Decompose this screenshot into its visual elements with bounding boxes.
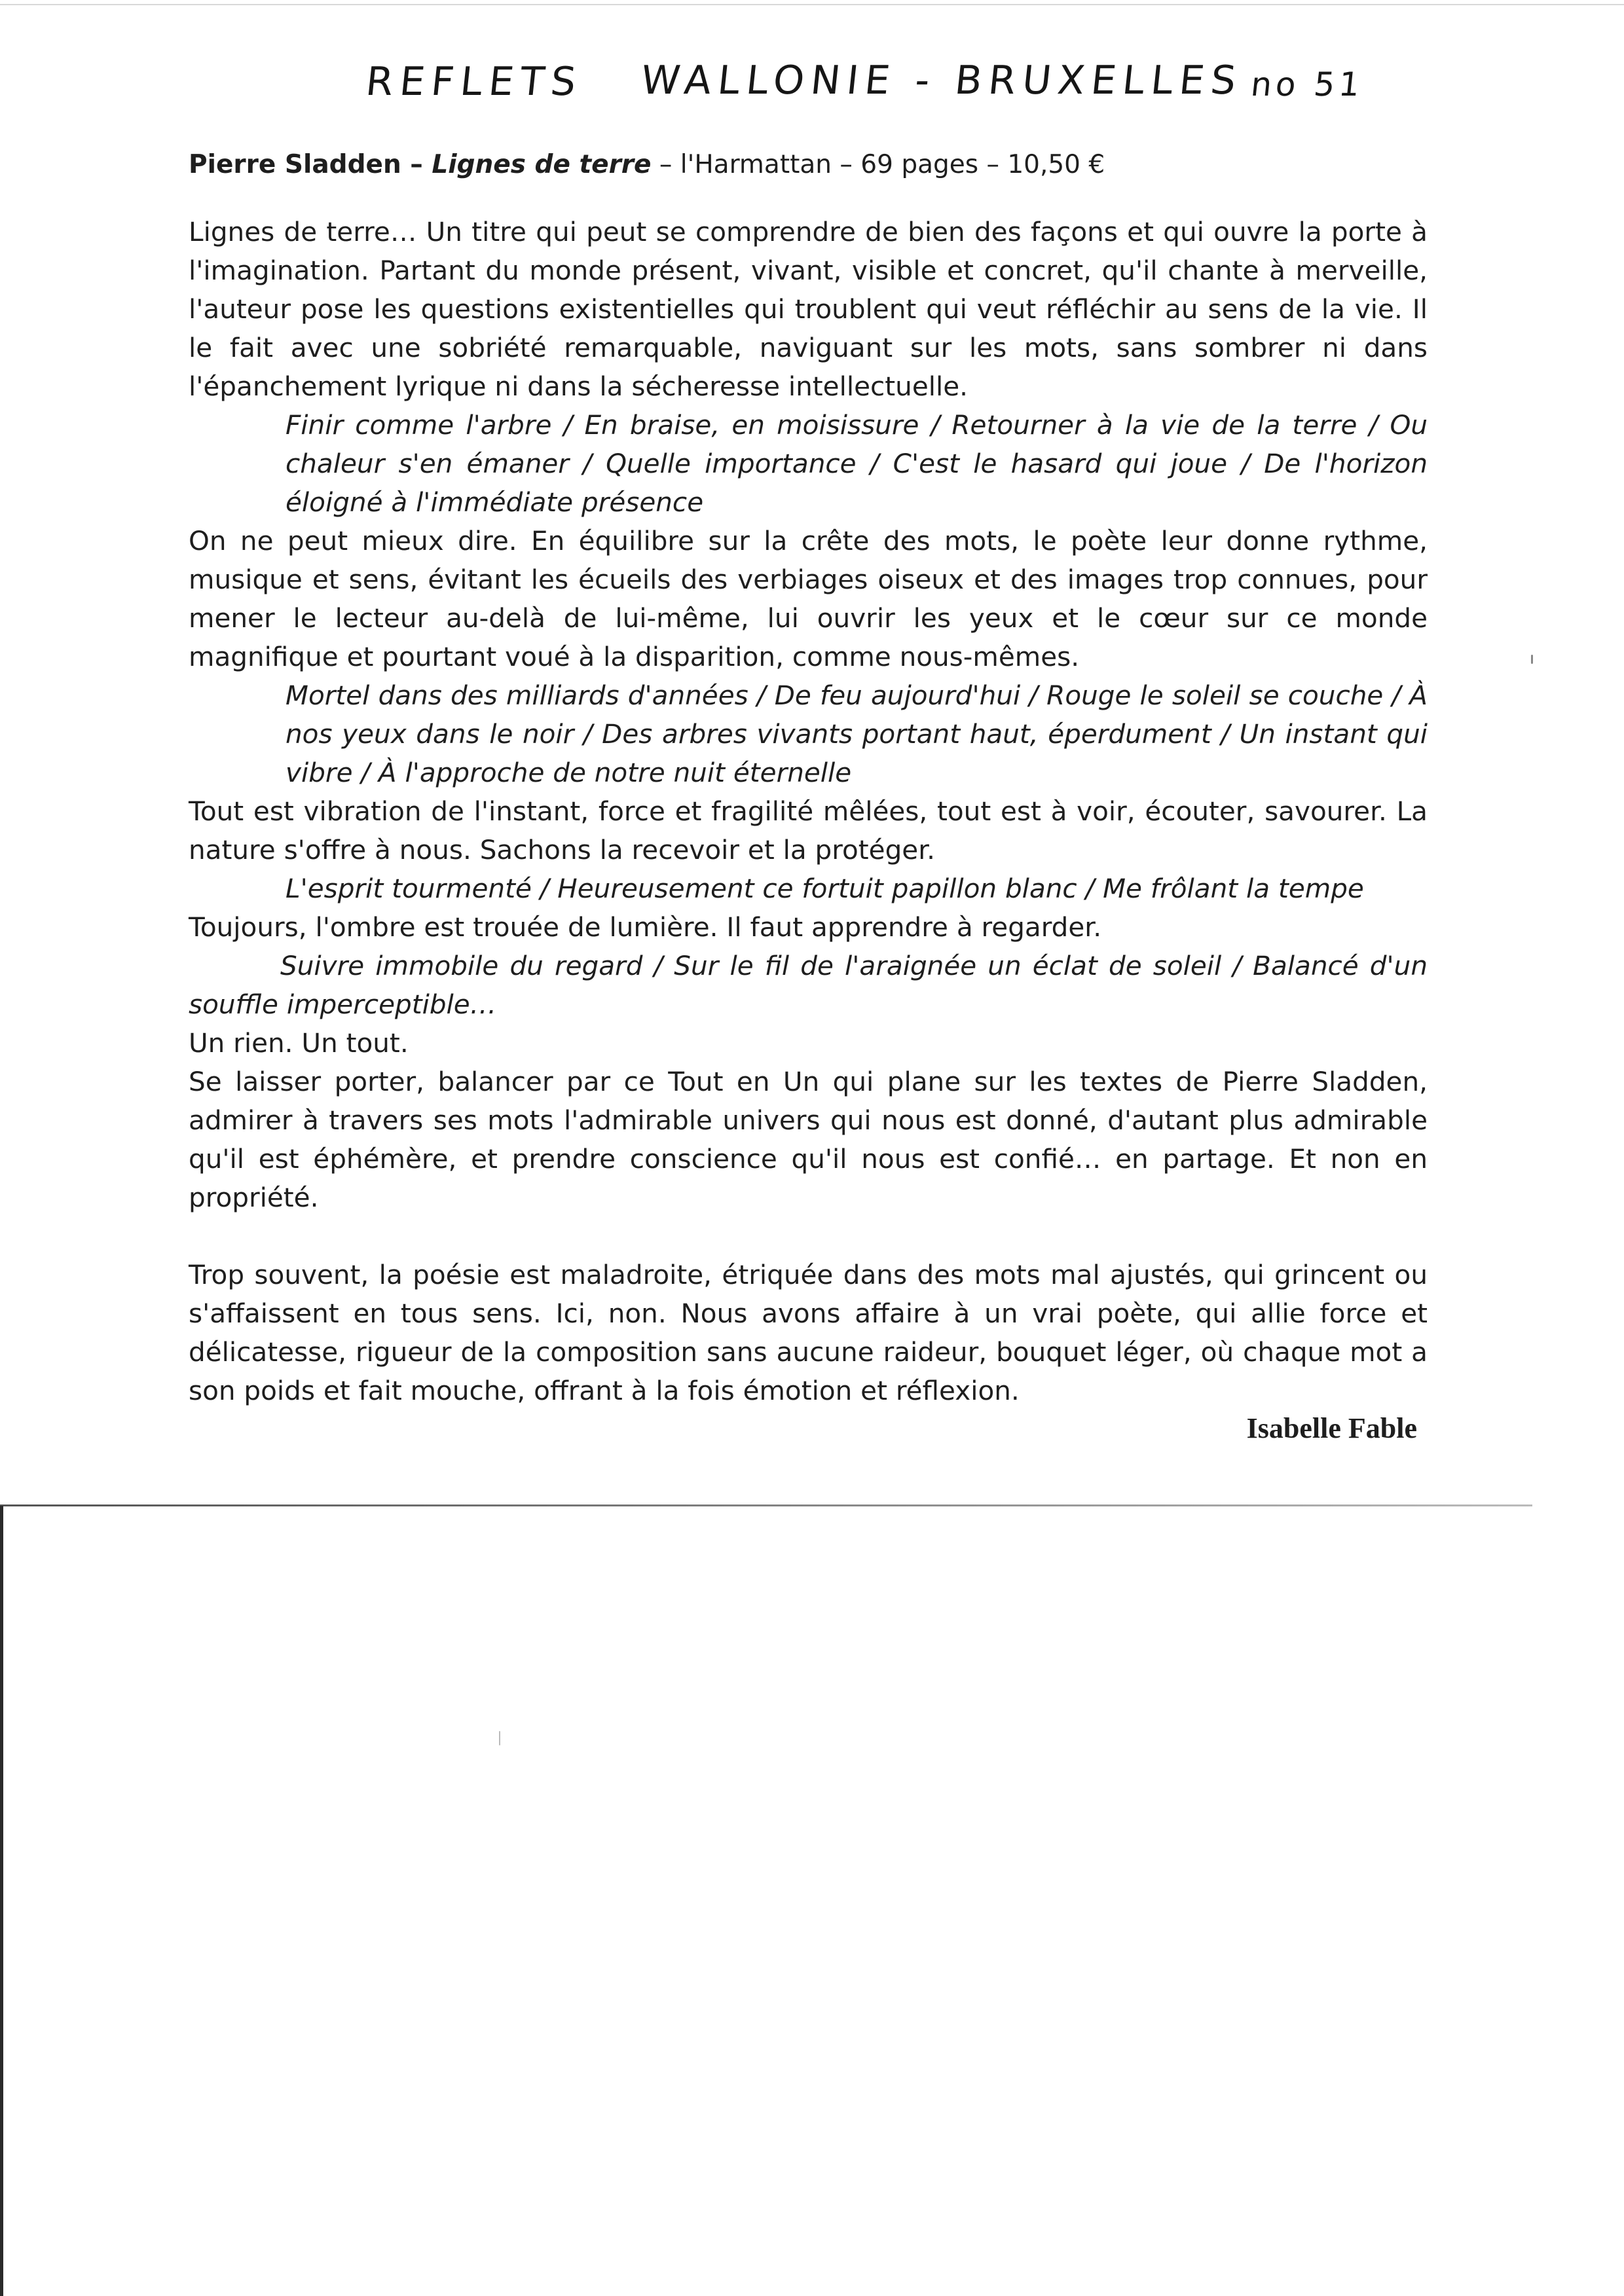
book-dash: – bbox=[401, 150, 432, 179]
scan-edge-left bbox=[0, 1506, 3, 2296]
review-paragraph-1: Lignes de terre… Un titre qui peut se comprendre de bien des façons et qui ouvre la porte à l'imagination. Partant du monde présent, vivant, visible et concret, qu'il chante à merveille, l'auteur pose les questions existentielles qui troublent qui veut réfléchir au sens de la vie. Il le fait avec une sobriété remarquable, naviguant sur les mots, sans sombrer ni dans l'épanchement lyrique ni dans la sécheresse intellectuelle. bbox=[189, 216, 1428, 402]
handwritten-header bbox=[363, 39, 1392, 111]
handwritten-issue-number: no 51 bbox=[1249, 65, 1366, 103]
poem-quote-3: L'esprit tourmenté / Heureusement ce fortuit papillon blanc / Me frôlant la tempe bbox=[286, 873, 1364, 904]
review-paragraph-4: Toujours, l'ombre est trouée de lumière. Il faut apprendre à regarder. bbox=[189, 911, 1102, 943]
poem-quote-4: Suivre immobile du regard / Sur le fil de l'araignée un éclat de soleil / Balancé d'un souffle imperceptible… bbox=[189, 950, 1428, 1020]
scan-speck bbox=[1531, 655, 1533, 664]
review-content bbox=[189, 145, 1428, 1447]
scan-edge-top bbox=[0, 4, 1624, 5]
book-author: Pierre Sladden bbox=[189, 150, 401, 179]
paragraph-gap bbox=[189, 1217, 1428, 1256]
poem-quote-1: Finir comme l'arbre / En braise, en moisissure / Retourner à la vie de la terre / Ou chaleur s'en émaner / Quelle importance / C'est le hasard qui joue / De l'horizon éloigné à l'immédiate présence bbox=[286, 409, 1428, 518]
book-details: – l'Harmattan – 69 pages – 10,50 € bbox=[651, 150, 1105, 179]
handwritten-reflets: REFLETS bbox=[363, 59, 585, 105]
review-paragraph-3: Tout est vibration de l'instant, force et fragilité mêlées, tout est à voir, écouter, savourer. La nature s'offre à nous. Sachons la recevoir et la protéger. bbox=[189, 795, 1428, 866]
review-paragraph-5: Un rien. Un tout. bbox=[189, 1027, 409, 1059]
poem-quote-2: Mortel dans des milliards d'années / De feu aujourd'hui / Rouge le soleil se couche / À nos yeux dans le noir / Des arbres vivants portant haut, éperdument / Un instant qui vibre / À l'approche de notre nuit éternelle bbox=[286, 680, 1428, 788]
review-signature: Isabelle Fable bbox=[1246, 1412, 1417, 1444]
review-paragraph-7: Trop souvent, la poésie est maladroite, étriquée dans des mots mal ajustés, qui grincent ou s'affaissent en tous sens. Ici, non. Nous avons affaire à un vrai poète, qui allie force et délicatesse, rigueur de la composition sans aucune raideur, bouquet léger, où chaque mot a son poids et fait mouche, offrant à la fois émotion et réflexion. bbox=[189, 1259, 1428, 1406]
handwritten-wallonie-bruxelles: WALLONIE - BRUXELLES bbox=[638, 58, 1245, 103]
book-reference bbox=[189, 145, 1428, 184]
book-title: Lignes de terre bbox=[432, 150, 652, 179]
review-paragraph-2: On ne peut mieux dire. En équilibre sur la crête des mots, le poète leur donne rythme, musique et sens, évitant les écueils des verbiages oiseux et des images trop connues, pour mener le lecteur au-delà de lui-même, lui ouvrir les yeux et le cœur sur ce monde magnifique et pourtant voué à la disparition, comme nous-mêmes. bbox=[189, 525, 1428, 672]
review-paragraph-6: Se laisser porter, balancer par ce Tout en Un qui plane sur les textes de Pierre Sladden, admirer à travers ses mots l'admirable univers qui nous est donné, d'autant plus admirable qu'il est éphémère, et prendre conscience qu'il nous est confié… en partage. Et non en propriété. bbox=[189, 1066, 1428, 1213]
scan-cut-line bbox=[0, 1504, 1532, 1506]
scan-speck bbox=[499, 1731, 500, 1745]
